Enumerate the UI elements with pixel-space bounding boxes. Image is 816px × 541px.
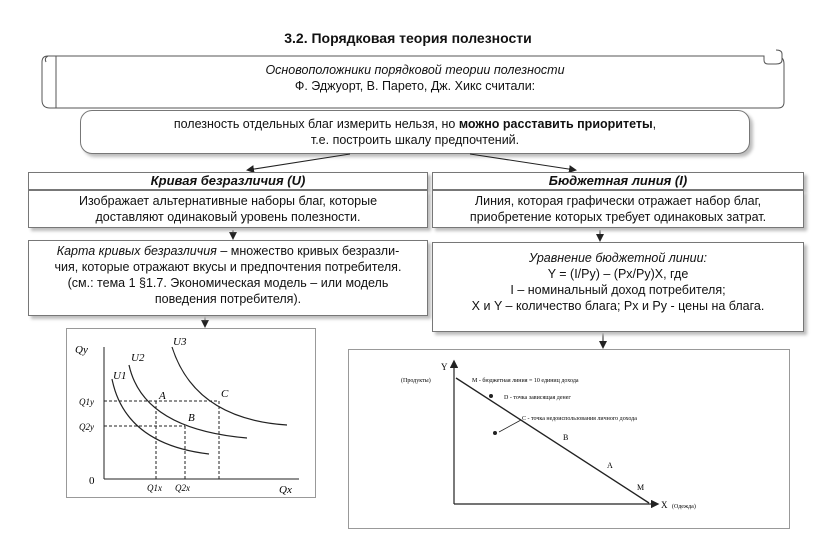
point-c-dot bbox=[493, 431, 497, 435]
map-line-4: поведения потребителя). bbox=[154, 292, 302, 306]
legend-d: D - точка зависящая денег bbox=[504, 395, 571, 401]
eq-formula: Y = (I/Py) – (Px/Py)X, где bbox=[547, 267, 689, 281]
map-term: Карта кривых безразличия bbox=[56, 244, 217, 258]
curve-label-u1: U1 bbox=[113, 370, 127, 382]
x-axis-label: X bbox=[661, 500, 668, 510]
right-desc-line-1: Линия, которая графически отражает набор благ, bbox=[474, 194, 762, 208]
map-line-1 bbox=[29, 243, 427, 259]
curve-label-u3: U3 bbox=[173, 336, 187, 348]
point-a-label: A bbox=[607, 461, 613, 470]
left-desc-line-2: доставляют одинаковый уровень полезности. bbox=[95, 210, 361, 224]
statement-line-2: т.е. построить шкалу предпочтений. bbox=[310, 133, 520, 147]
map-line-3: (см.: тема 1 §1.7. Экономическая модель – или модель bbox=[67, 276, 389, 290]
map-line-1-rest: – множество кривых безразли- bbox=[216, 244, 400, 258]
eq-line-3: I – номинальный доход потребителя; bbox=[510, 283, 726, 297]
y-axis-label: Qy bbox=[75, 344, 88, 356]
legend-m: M - бюджетная линия = 10 единиц дохода bbox=[472, 378, 579, 384]
right-desc-box bbox=[432, 190, 804, 228]
budget-chart bbox=[349, 350, 789, 528]
map-box bbox=[28, 240, 428, 316]
right-desc-line-2: приобретение которых требует одинаковых затрат. bbox=[469, 210, 767, 224]
scroll-line-1: Основоположники порядковой теории полезности bbox=[265, 63, 565, 77]
point-d-dot bbox=[489, 394, 493, 398]
legend-c: C - точка недоиспользования личного дохода bbox=[522, 416, 637, 422]
right-header: Бюджетная линия (I) bbox=[432, 172, 804, 190]
y-axis-label: Y bbox=[441, 362, 448, 372]
point-c: C bbox=[221, 388, 229, 400]
x-tick-1: Q1x bbox=[147, 483, 162, 493]
budget-chart-box bbox=[348, 349, 790, 529]
point-b-label: B bbox=[563, 433, 569, 442]
y-unit-label: (Продукты) bbox=[401, 378, 431, 384]
point-m-label: M bbox=[637, 483, 645, 492]
y-tick-1: Q1y bbox=[79, 397, 94, 407]
equation-box bbox=[432, 242, 804, 332]
origin-label: 0 bbox=[89, 475, 95, 487]
point-b: B bbox=[188, 412, 195, 424]
eq-line-4: X и Y – количество блага; Px и Py - цены на блага. bbox=[471, 299, 765, 313]
left-desc-box bbox=[28, 190, 428, 228]
x-tick-2: Q2x bbox=[175, 483, 190, 493]
x-unit-label: (Одежда) bbox=[672, 504, 696, 510]
statement-text: полезность отдельных благ измерить нельзя, но bbox=[173, 117, 459, 131]
arrow-to-right-header bbox=[470, 154, 575, 170]
page-title: 3.2. Порядковая теория полезности bbox=[284, 30, 532, 46]
left-desc-line-1: Изображает альтернативные наборы благ, которые bbox=[78, 194, 378, 208]
map-line-2: чия, которые отражают вкусы и предпочтения потребителя. bbox=[54, 260, 402, 274]
y-tick-2: Q2y bbox=[79, 422, 94, 432]
indiff-chart-box bbox=[66, 328, 316, 498]
point-a: A bbox=[159, 390, 166, 402]
eq-title: Уравнение бюджетной линии: bbox=[528, 251, 708, 265]
scroll-line-2: Ф. Эджуорт, В. Парето, Дж. Хикс считали: bbox=[294, 79, 536, 93]
indiff-chart bbox=[67, 329, 315, 497]
statement-bold: можно расставить приоритеты bbox=[458, 117, 653, 131]
x-axis-label: Qx bbox=[279, 484, 292, 496]
curve-label-u2: U2 bbox=[131, 352, 145, 364]
arrow-to-left-header bbox=[248, 154, 350, 170]
left-header: Кривая безразличия (U) bbox=[28, 172, 428, 190]
statement-comma: , bbox=[652, 117, 657, 131]
